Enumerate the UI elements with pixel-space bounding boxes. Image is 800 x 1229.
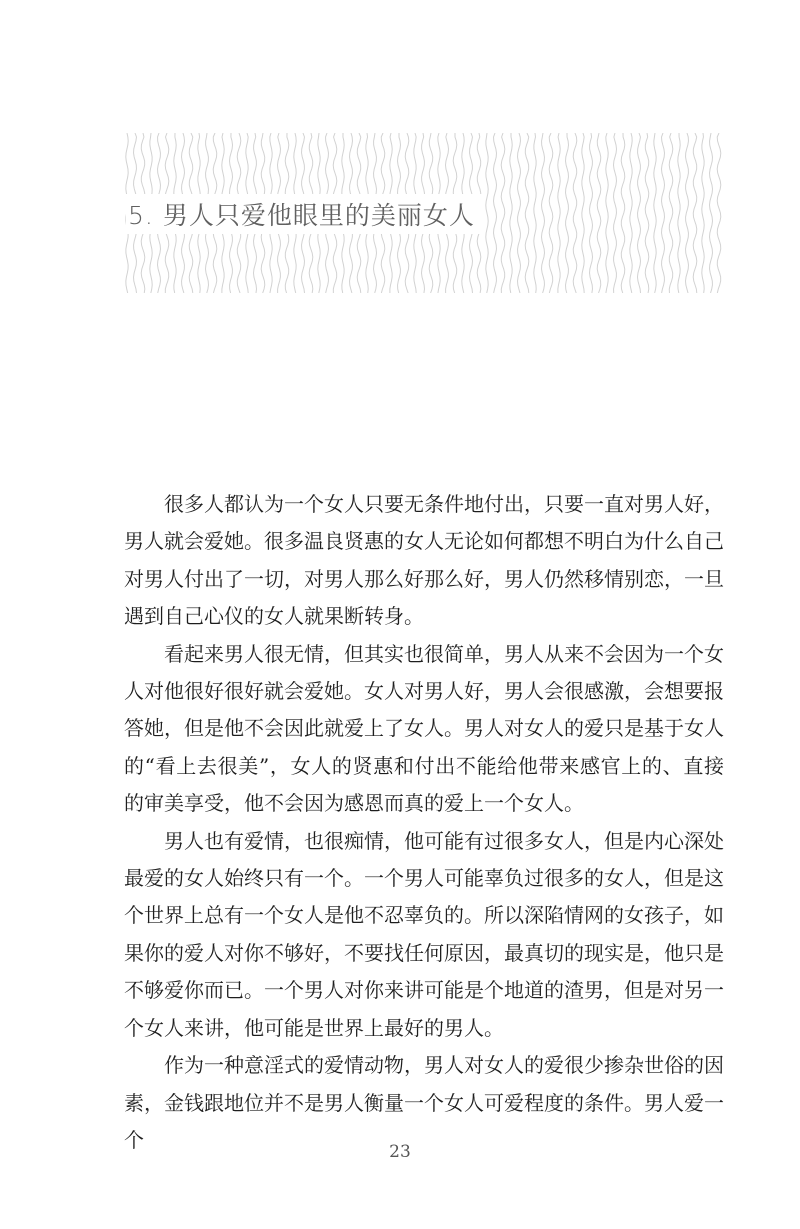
wavy-line <box>597 133 601 293</box>
wavy-line <box>669 133 673 293</box>
page-number: 23 <box>389 1142 411 1162</box>
paragraph: 作为一种意淫式的爱情动物，男人对女人的爱很少掺杂世俗的因素，金钱跟地位并不是男人衡量一个女人可爱程度的条件。男人爱一个 <box>124 1053 724 1152</box>
chapter-heading <box>126 194 483 234</box>
wavy-line <box>518 133 521 293</box>
chapter-title: 男人只爱他眼里的美丽女人 <box>162 201 475 230</box>
body-text <box>124 486 724 1159</box>
wavy-line <box>710 133 713 293</box>
wavy-line <box>501 133 505 293</box>
wavy-line <box>510 133 512 293</box>
wavy-line <box>566 133 569 293</box>
wavy-line <box>525 133 529 293</box>
wavy-line <box>702 133 704 293</box>
wavy-line <box>614 133 617 293</box>
wavy-line <box>558 133 560 293</box>
paragraph: 看起来男人很无情，但其实也很简单，男人从来不会因为一个女人对他很好很好就会爱她。女人对男人好，男人会很感激，会想要报答她，但是他不会因此就爱上了女人。男人对女人的爱只是基于女人的“看上去很美”，女人的贤惠和付出不能给他带来感官上的、直接的审美享受，他不会因为感恩而真的爱上一个女人。 <box>124 641 724 816</box>
wavy-line <box>686 133 689 293</box>
wavy-line <box>549 133 553 293</box>
wavy-line <box>645 133 649 293</box>
wavy-line <box>678 133 680 293</box>
wavy-line <box>534 133 536 293</box>
paragraph: 男人也有爱情，也很痴情，他可能有过很多女人，但是内心深处最爱的女人始终只有一个。一个男人可能辜负过很多的女人，但是这个世界上总有一个女人是他不忍辜负的。所以深陷情网的女孩子，如果你的爱人对你不够好，不要找任何原因，最真切的现实是，他只是不够爱你而已。一个男人对你来讲可能是个地道的渣男，但是对另一个女人来讲，他可能是世界上最好的男人。 <box>124 828 724 1040</box>
paragraph: 很多人都认为一个女人只要无条件地付出，只要一直对男人好，男人就会爱她。很多温良贤惠的女人无论如何都想不明白为什么自己对男人付出了一切，对男人那么好那么好，男人仍然移情别恋，一旦遇到自己心仪的女人就果断转身。 <box>124 492 724 629</box>
wavy-line <box>638 133 641 293</box>
wavy-line <box>573 133 577 293</box>
wavy-line <box>486 133 488 293</box>
wavy-line <box>662 133 665 293</box>
wavy-line <box>590 133 593 293</box>
chapter-number: 5. <box>128 201 154 230</box>
wavy-line <box>542 133 545 293</box>
wavy-line <box>582 133 584 293</box>
wavy-line <box>717 133 721 293</box>
wavy-line <box>621 133 625 293</box>
wavy-line <box>693 133 697 293</box>
wavy-line <box>494 133 497 293</box>
wavy-line <box>630 133 632 293</box>
wavy-line <box>606 133 608 293</box>
wavy-line <box>654 133 656 293</box>
